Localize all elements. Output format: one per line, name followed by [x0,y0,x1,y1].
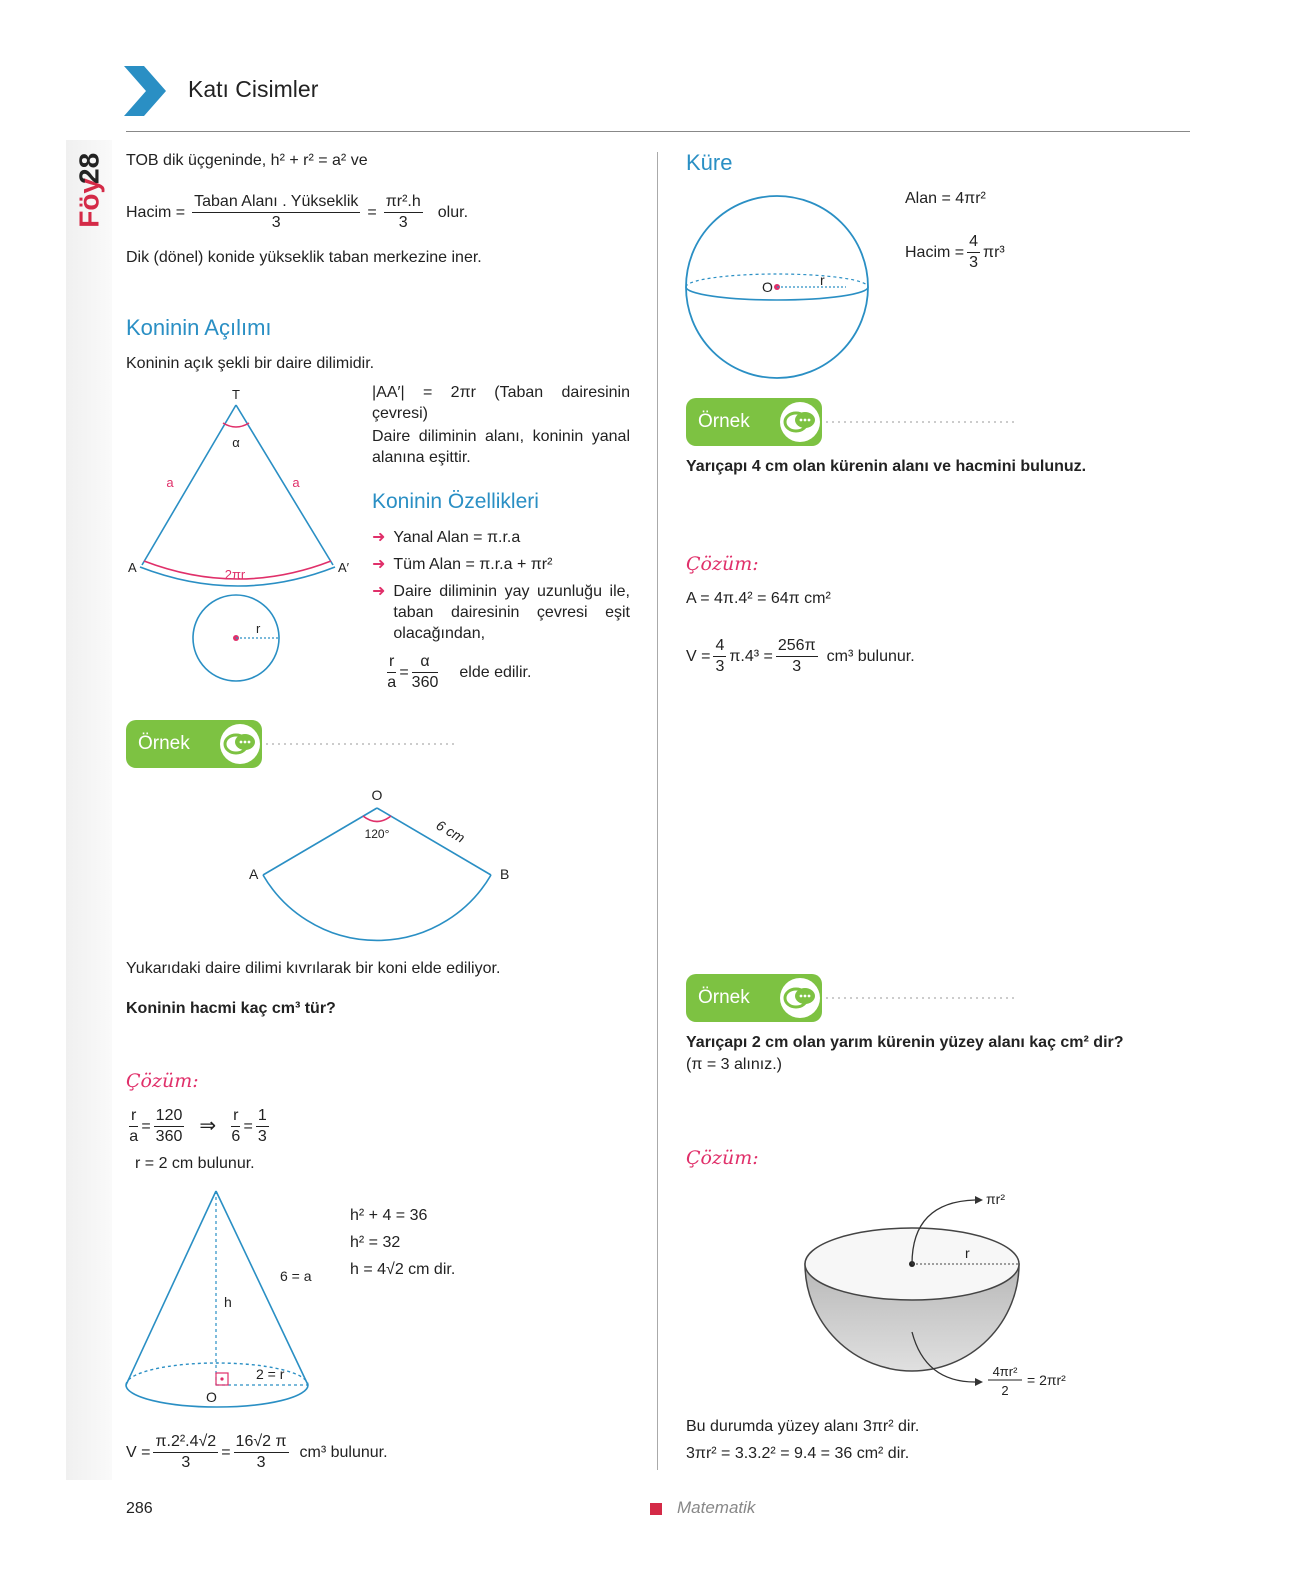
v-fraction-1 [153,1432,218,1473]
arrow-right-icon: ➜ [372,529,386,546]
side-label-number: 28 [74,152,105,184]
kv-den-2: 3 [792,658,802,675]
q3-question: Yarıçapı 2 cm olan yarım kürenin yüzey alanı kaç cm² dir? [686,1034,1124,1051]
label-num: 4πr² [992,1364,1018,1379]
hemisphere-figure [800,1182,1090,1412]
ratio-formula [384,652,531,693]
kure-title: Küre [686,150,733,175]
kv-tail: cm³ bulunur. [826,648,915,665]
v-num-1: π.2².4√2 [153,1432,218,1453]
v-den-1: 3 [181,1454,191,1471]
ornek-label: Örnek [138,733,190,754]
ozellik-text: Daire diliminin yay uzunluğu ile, taban dairesinin çevresi eşit olacağından, [393,583,630,642]
header-divider [126,131,1190,132]
subject-label: Matematik [677,1498,756,1517]
hacim-fraction-2 [384,192,423,233]
hacim-den-1: 3 [271,214,281,231]
hacim-num-2: πr².h [384,192,423,213]
cozum-label: Çözüm: [686,1147,759,1169]
kure-volume-formula [686,636,915,677]
sol1-formula [126,1106,272,1147]
sol1-n3: r [231,1106,240,1127]
sol1-eq1: = [141,1118,151,1135]
sphere-figure [680,190,880,385]
tob-line: TOB dik üçgeninde, h² + r² = a² ve [126,152,368,169]
kv-fraction-2 [776,636,818,677]
sol1-fraction-2 [154,1106,185,1147]
chevron-logo-icon [124,66,166,116]
v-eq: = [221,1444,231,1461]
sol1-fraction-4 [256,1106,269,1147]
label-A-prime: A′ [338,560,350,575]
label-h: h [224,1294,232,1310]
ratio-den-1: a [387,674,397,691]
ornek-label: Örnek [698,411,750,432]
hacim-label: Hacim = [126,204,186,221]
arrow-right-icon: ➜ [372,556,386,573]
hacim-num-1: Taban Alanı . Yükseklik [192,192,360,213]
q1-text: Yukarıdaki daire dilimi kıvrılarak bir koni elde ediliyor. [126,960,501,977]
sol1-n4: 1 [256,1106,269,1127]
ratio-fraction-1 [387,652,396,693]
side-label [74,150,108,260]
hacim-den-2: 3 [398,214,408,231]
ratio-den-2: 360 [411,674,439,691]
hacim-formula [126,192,468,233]
label-eq: = 2πr² [1027,1372,1066,1388]
ozellik-item [372,554,630,575]
ratio-eq: = [399,664,409,681]
cone-net-figure [120,385,380,690]
label-radius: 2 = r [256,1366,285,1382]
q2-question: Yarıçapı 4 cm olan kürenin alanı ve hacmini bulunuz. [686,458,1087,475]
kure-alan: Alan = 4πr² [905,190,986,207]
volume-formula [126,1432,388,1473]
kv-num-2: 256π [776,636,818,657]
arrow-right-icon: ➜ [372,583,386,600]
kure-hacim-num: 4 [967,232,980,253]
v-den-2: 3 [256,1454,266,1471]
ozellik-item [372,581,630,644]
label-O: O [206,1389,217,1405]
kure-hacim-den: 3 [969,254,979,271]
acilim-title: Koninin Açılımı [126,315,272,340]
sol1-d4: 3 [257,1128,267,1145]
sol1-fraction-1 [129,1106,138,1147]
kure-hacim-fraction [967,232,980,273]
ratio-fraction-2 [412,652,439,693]
final-1: Bu durumda yüzey alanı 3πr² dir. [686,1418,920,1435]
label-A: A [128,560,137,575]
ozellik-list [372,527,630,644]
side-band [66,140,112,1480]
sector-right-edge [236,405,333,565]
ornek-badge [126,720,456,768]
v-label: V = [126,1444,151,1461]
sol1-implies: ⇒ [199,1115,217,1137]
sol1-n1: r [129,1106,138,1127]
acilim-intro: Koninin açık şekli bir daire dilimidir. [126,355,375,372]
v-num-2: 16√2 π [234,1432,289,1453]
hacim-fraction-1 [192,192,360,233]
label-T: T [232,387,240,402]
sector-figure [235,785,525,945]
page-number: 286 [126,1500,153,1517]
h-step: h² + 4 = 36 [350,1207,428,1224]
ornek-label: Örnek [698,987,750,1008]
ozellik-text: Tüm Alan = π.r.a + πr² [393,556,553,573]
alpha-angle-mark [223,423,249,427]
label-O: O [762,279,773,295]
sol1-n2: 120 [154,1106,185,1127]
cozum-label: Çözüm: [686,553,759,575]
acilim-text-2: Daire diliminin alanı, koninin yanal alanına eşittir. [372,428,630,466]
q1-question: Koninin hacmi kaç cm³ tür? [126,1000,336,1017]
h-steps [350,1202,455,1283]
kv-fraction-1 [713,636,726,677]
ornek-badge [686,398,1016,446]
sol1-d1: a [129,1128,139,1145]
final-2: 3πr² = 3.3.2² = 9.4 = 36 cm² dir. [686,1445,910,1462]
cozum-label: Çözüm: [126,1070,199,1092]
page-title: Katı Cisimler [188,76,319,102]
q3-note: (π = 3 alınız.) [686,1056,782,1073]
kv-label: V = [686,648,711,665]
footer-square-icon [650,1503,662,1515]
kv-mid: π.4³ = [729,648,773,665]
label-side: 6 cm [433,816,468,846]
a-line: A = 4π.4² = 64π cm² [686,590,831,607]
sol1-d2: 360 [155,1128,183,1145]
kv-den-1: 3 [715,658,725,675]
ozellik-item [372,527,630,548]
ratio-tail: elde edilir. [459,664,532,681]
ratio-num-2: α [412,652,439,673]
h-step: h² = 32 [350,1234,401,1251]
label-r: r [965,1245,970,1261]
label-r: r [820,272,825,288]
hacim-eq: = [367,204,377,221]
cone-figure [120,1185,335,1410]
sol1-eq2: = [243,1118,253,1135]
kure-hacim [905,232,1005,273]
column-divider [657,152,658,1470]
label-arc: 2πr [224,567,246,582]
label-den: 2 [1001,1383,1009,1398]
acilim-text-1: |AA′| = 2πr (Taban dairesinin çevresi) [372,384,630,422]
label-O: O [371,787,383,803]
label-B: B [500,866,510,882]
label-side: 6 = a [280,1268,312,1284]
label-angle: 120° [364,827,390,841]
kure-hacim-label: Hacim = [905,244,965,261]
hacim-tail: olur. [437,204,469,221]
v-fraction-2 [234,1432,289,1473]
label-A: A [249,866,259,882]
label-alpha: α [232,435,240,450]
sol1-result: r = 2 cm bulunur. [135,1155,255,1172]
ratio-num-1: r [387,652,396,673]
dik-line: Dik (dönel) konide yükseklik taban merkezine iner. [126,249,482,266]
side-label-prefix: Föy [74,178,105,228]
ornek-badge [686,974,1016,1022]
sol1-fraction-3 [231,1106,240,1147]
v-tail: cm³ bulunur. [299,1444,388,1461]
label-r: r [256,621,261,636]
label-a-left: a [166,475,174,490]
label-top: πr² [986,1191,1005,1207]
h-step: h = 4√2 cm dir. [350,1261,456,1278]
kv-num-1: 4 [713,636,726,657]
sector-left-edge [142,405,236,565]
ozellik-text: Yanal Alan = π.r.a [393,529,521,546]
kure-hacim-tail: πr³ [983,244,1005,261]
ozellik-title: Koninin Özellikleri [372,490,539,513]
label-a-right: a [292,475,300,490]
sol1-d3: 6 [231,1128,241,1145]
